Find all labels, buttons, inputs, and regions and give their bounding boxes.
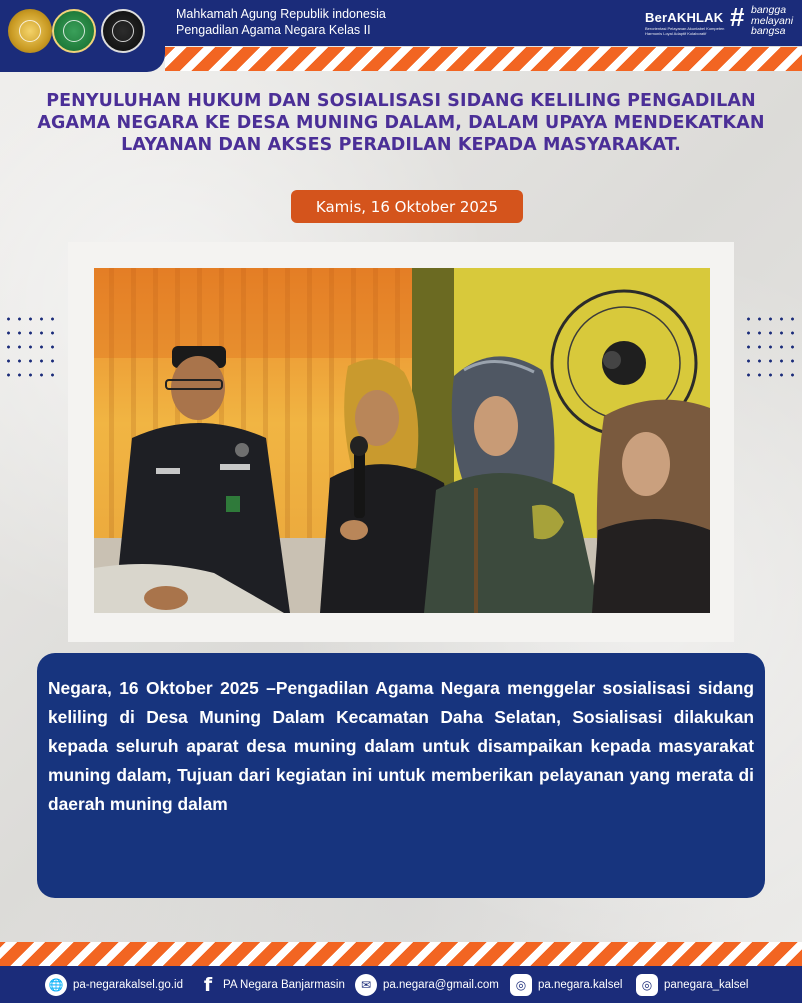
footer-instagram-label-2: panegara_kalsel <box>664 979 749 991</box>
hashtag-icon: # <box>730 2 745 32</box>
instagram-icon: ◎ <box>510 974 532 996</box>
footer-instagram-label-1: pa.negara.kalsel <box>538 979 623 991</box>
footer-email-link[interactable] <box>355 974 499 996</box>
footer-email-label: pa.negara@gmail.com <box>383 979 499 991</box>
pengadilan-agama-logo <box>52 9 96 53</box>
hazard-stripe-top <box>165 47 802 71</box>
globe-icon: 🌐 <box>45 974 67 996</box>
article-body: Negara, 16 Oktober 2025 –Pengadilan Agama Negara menggelar sosialisasi sidang keliling di Desa Muning Dalam Kecamatan Daha Selatan, Sosialisasi dilakukan kepada seluruh aparat desa muning dalam untuk disampaikan kepada masyarakat muning dalam, Tujuan dari kegiatan ini untuk memberikan pelayanan yang merata di daerah muning dalam <box>48 678 754 814</box>
event-photo <box>94 268 710 613</box>
mail-icon: ✉ <box>355 974 377 996</box>
court-name: Pengadilan Agama Negara Kelas II <box>176 23 371 37</box>
footer-instagram-link-2[interactable] <box>636 974 748 996</box>
event-photo-illustration <box>94 268 710 613</box>
hashtag-word-1: bangga <box>751 4 787 16</box>
instagram-icon: ◎ <box>636 974 658 996</box>
footer-instagram-link-1[interactable] <box>510 974 622 996</box>
institution-name: Mahkamah Agung Republik indonesia <box>176 7 386 21</box>
third-emblem-logo <box>101 9 145 53</box>
decorative-dots-right <box>743 312 799 384</box>
date-badge: Kamis, 16 Oktober 2025 <box>291 190 523 223</box>
mahkamah-agung-logo <box>8 9 52 53</box>
footer-website-link[interactable] <box>45 974 183 996</box>
berakhlak-brand: BerAKHLAK <box>645 10 724 25</box>
footer-facebook-label: PA Negara Banjarmasin <box>223 979 345 991</box>
berakhlak-logo <box>645 10 729 36</box>
berakhlak-tagline: Berorientasi Pelayanan Akuntabel Kompeten Harmonis Loyal Adaptif Kolaboratif <box>645 26 725 36</box>
bangga-melayani-bangsa <box>751 5 793 37</box>
article-title: PENYULUHAN HUKUM DAN SOSIALISASI SIDANG KELILING PENGADILAN AGAMA NEGARA KE DESA MUNING DALAM, DALAM UPAYA MENDEKATKAN LAYANAN DAN AKSES PERADILAN KEPADA MASYARAKAT. <box>37 91 765 155</box>
facebook-icon: f <box>203 974 213 996</box>
footer-website-label: pa-negarakalsel.go.id <box>73 979 183 991</box>
hashtag-word-2: melayani <box>751 14 794 27</box>
footer-facebook-link[interactable] <box>201 974 345 996</box>
hazard-stripe-bottom <box>0 942 802 966</box>
decorative-dots-left <box>3 312 59 384</box>
hashtag-word-3: bangsa <box>751 25 786 37</box>
